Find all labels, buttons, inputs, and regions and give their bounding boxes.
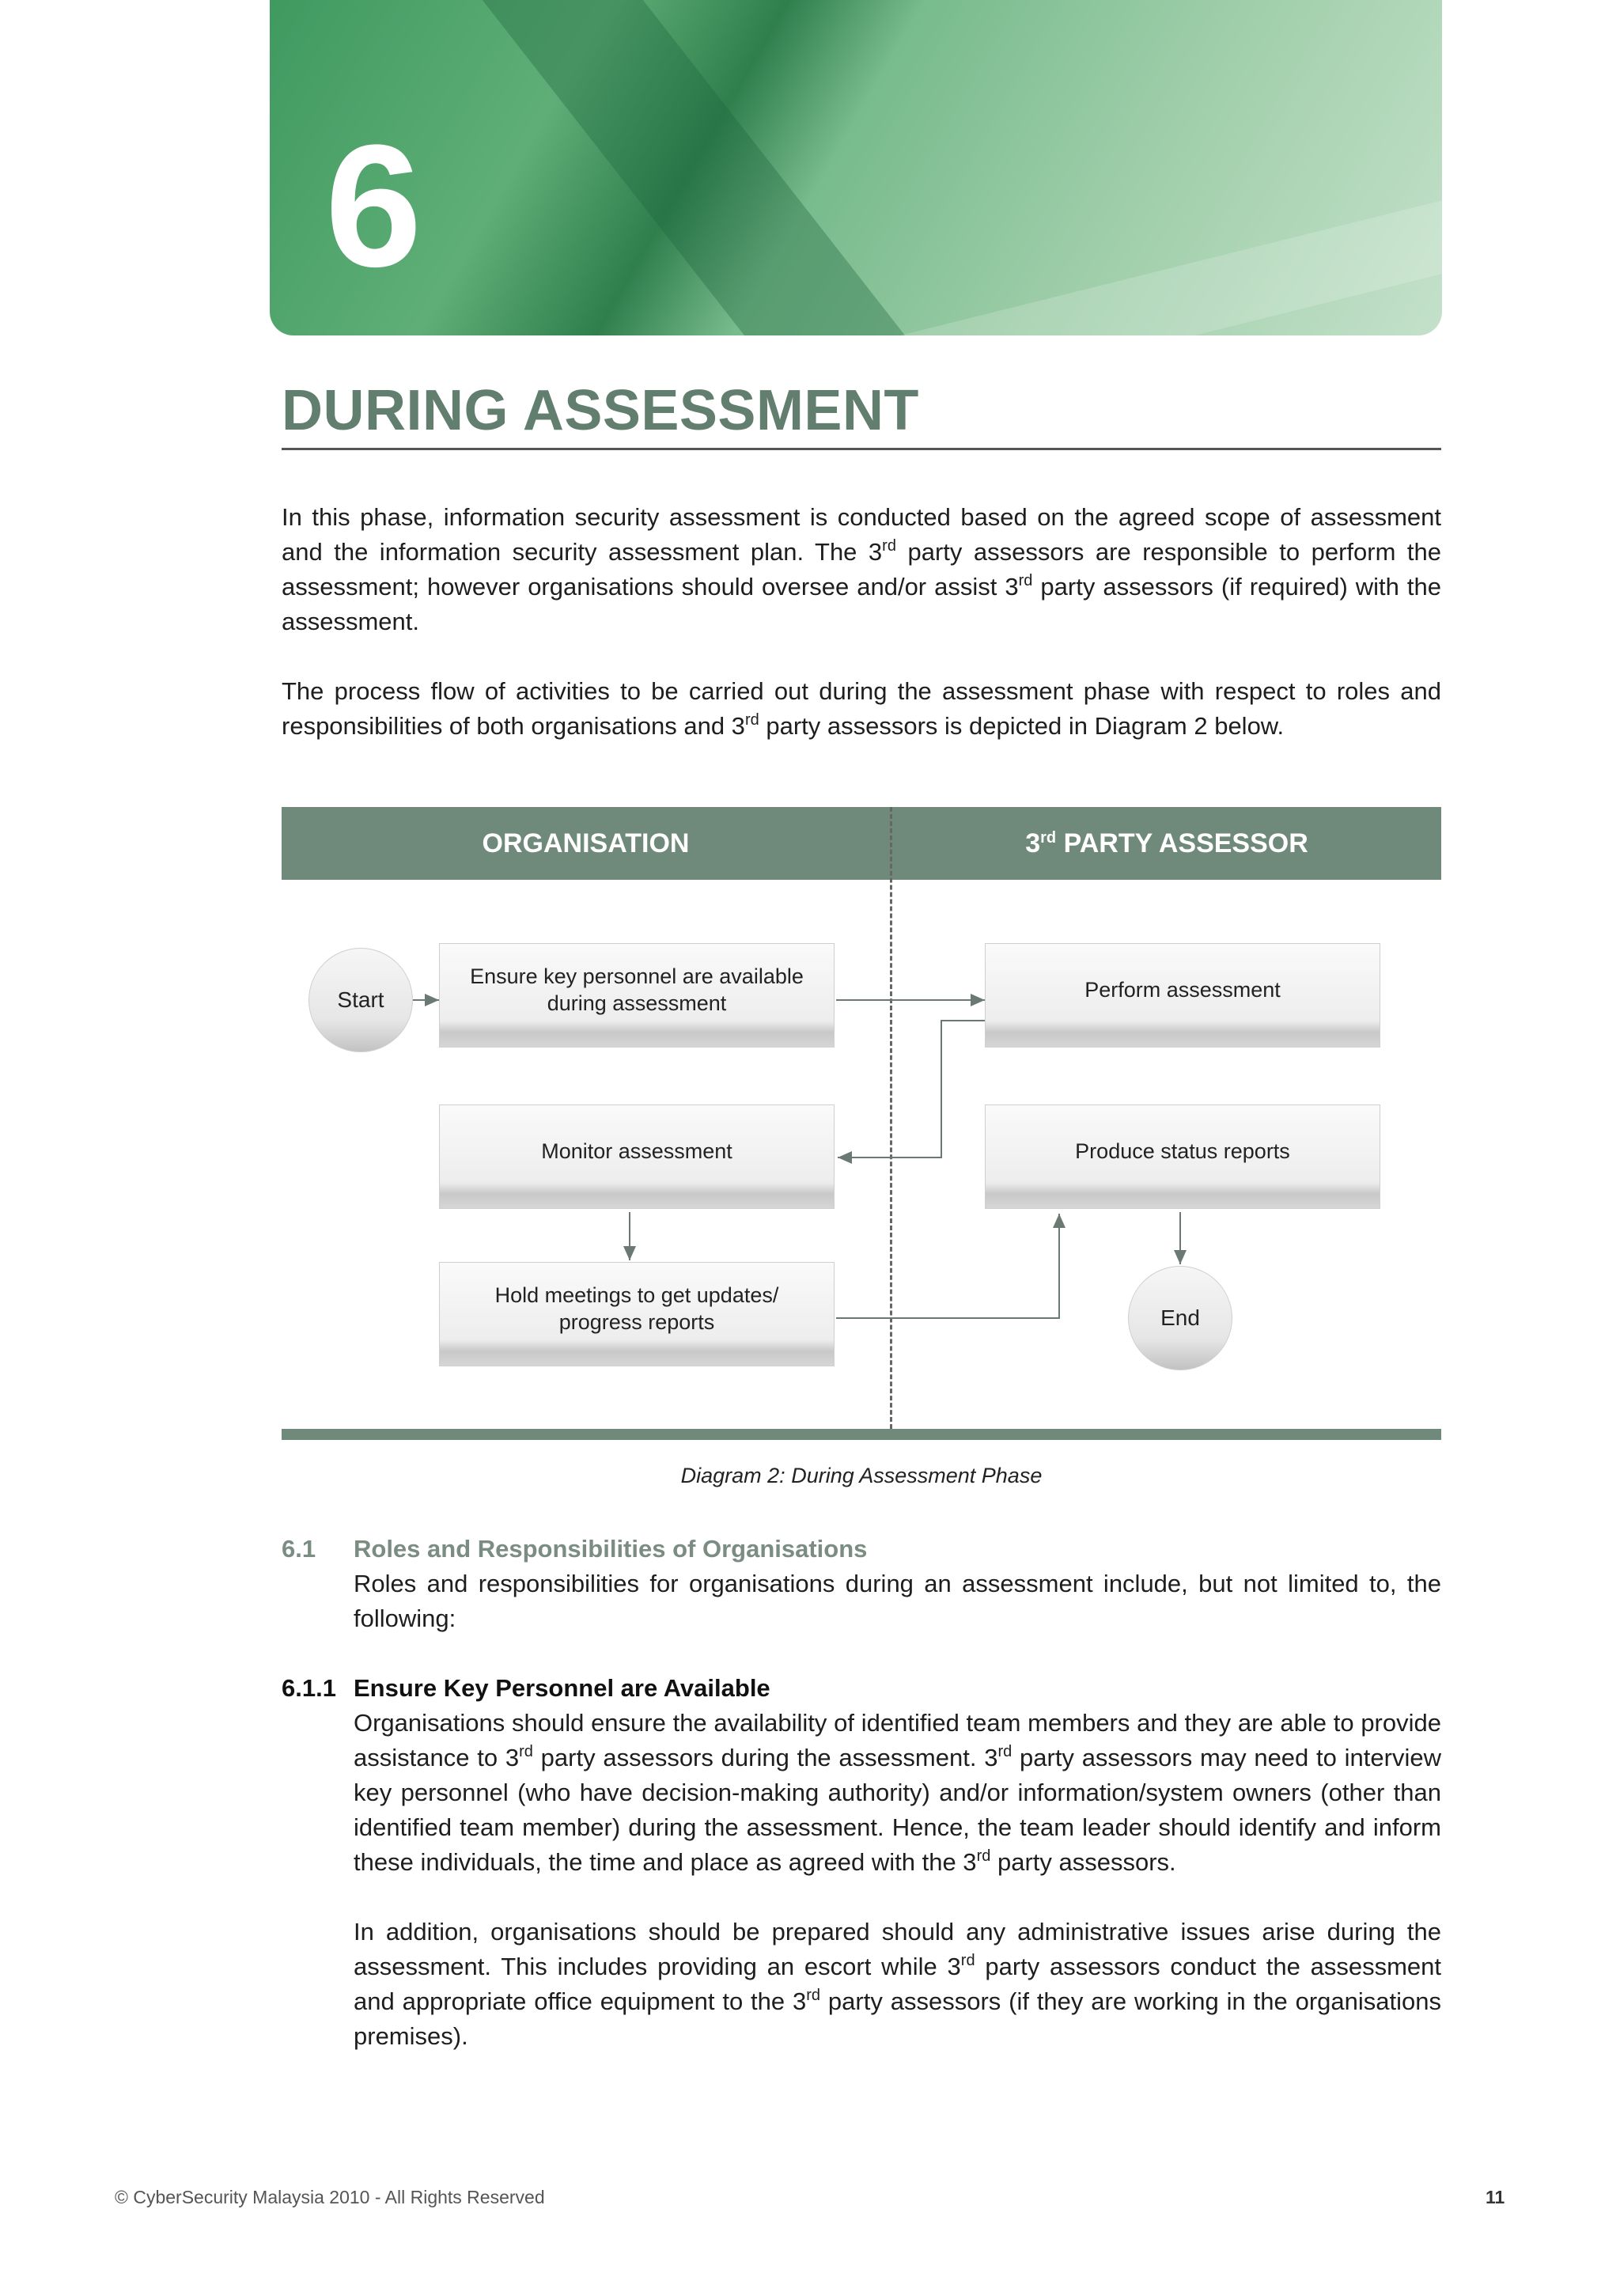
chapter-banner	[270, 0, 1442, 335]
column-organisation-label: ORGANISATION	[482, 828, 690, 858]
section-6-1-heading	[282, 1532, 1441, 1567]
page-number: 11	[1486, 2187, 1505, 2207]
section-6-1-1-paragraph-2: In addition, organisations should be prepared should any administrative issues arise during the assessment. This includes providing an escort while 3rd party assessors conduct the assessment and appropriate office equipment to the 3rd party assessors (if they are working in the organisations premises).	[354, 1918, 1441, 2050]
section-number: 6.1	[282, 1535, 316, 1563]
banner-stripe	[829, 123, 1442, 335]
chapter-number: 6	[325, 108, 419, 303]
title-rule	[282, 448, 1441, 450]
column-assessor-label: 3rd PARTY ASSESSOR	[1025, 828, 1308, 858]
start-node: Start	[308, 948, 413, 1052]
process-flow-diagram	[282, 807, 1441, 1440]
box-perform-assessment: Perform assessment	[985, 943, 1380, 1048]
section-number: 6.1.1	[282, 1674, 336, 1702]
footer-copyright: © CyberSecurity Malaysia 2010 - All Rights Reserved	[115, 2187, 545, 2207]
intro-paragraph-2: The process flow of activities to be carried out during the assessment phase with respect to roles and responsibilities of both organisations and 3rd party assessors is depicted in Diagram 2 below.	[282, 677, 1441, 740]
box-ensure-personnel: Ensure key personnel are available during assessment	[439, 943, 835, 1048]
section-title: Roles and Responsibilities of Organisations	[354, 1535, 868, 1563]
arrow-meetings-to-status	[836, 1214, 1059, 1318]
arrow-perform-to-monitor	[838, 1021, 985, 1157]
end-node: End	[1128, 1266, 1232, 1370]
section-6-1-body: Roles and responsibilities for organisations during an assessment include, but not limited to, the following:	[354, 1570, 1441, 1632]
box-status-reports: Produce status reports	[985, 1104, 1380, 1209]
intro-paragraph-1: In this phase, information security assessment is conducted based on the agreed scope of assessment and the information security assessment plan. The 3rd party assessors are responsible to perform the assessment; however organisations should oversee and/or assist 3rd party assessors (if required) with the assessment.	[282, 503, 1442, 635]
section-title: Ensure Key Personnel are Available	[354, 1674, 770, 1702]
diagram-footer-bar	[282, 1429, 1441, 1440]
section-6-1-1-paragraph-1: Organisations should ensure the availability of identified team members and they are able to provide assistance to 3rd party assessors during the assessment. 3rd party assessors may need to interview key personnel (who have decision-making authority) and/or information/system owners (other than identified team member) during the assessment. Hence, the team leader should identify and inform these individuals, the time and place as agreed with the 3rd party assessors.	[354, 1709, 1441, 1876]
diagram-caption: Diagram 2: During Assessment Phase	[680, 1464, 1043, 1487]
box-hold-meetings: Hold meetings to get updates/ progress reports	[439, 1262, 835, 1366]
section-6-1-1-heading	[282, 1671, 1441, 1706]
page-title: DURING ASSESSMENT	[282, 379, 919, 442]
banner-stripe	[436, 0, 974, 335]
box-monitor-assessment: Monitor assessment	[439, 1104, 835, 1209]
